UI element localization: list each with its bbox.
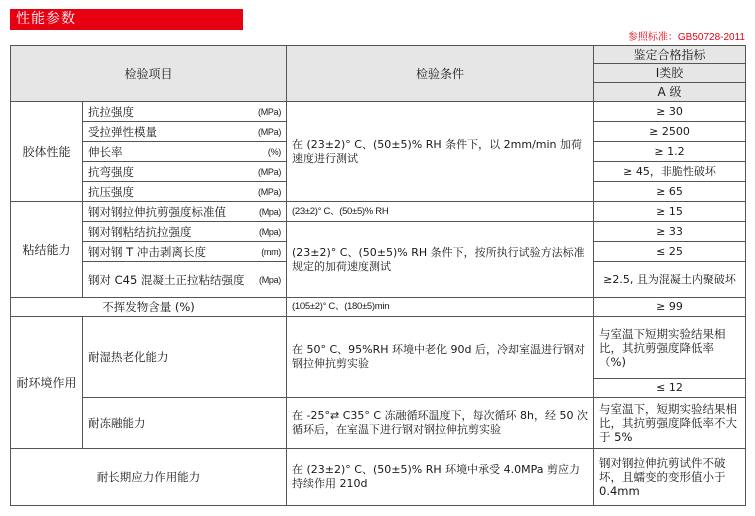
criteria-cell: ≥ 1.2: [594, 142, 746, 162]
unit: (Mpa): [259, 206, 282, 217]
item-cell: [83, 162, 287, 182]
criteria-desc-cell: 与室温下短期实验结果相比，其抗剪强度降低率（%): [594, 317, 746, 379]
item-cell: [83, 182, 287, 202]
table-row: [11, 202, 746, 222]
header-condition: 检验条件: [287, 46, 594, 102]
item-cell: [83, 142, 287, 162]
item-label: 钢对钢 T 冲击剥离长度: [88, 244, 206, 259]
criteria-cell: ≥ 2500: [594, 122, 746, 142]
item-label: 钢对钢拉伸抗剪强度标准值: [88, 204, 226, 219]
header-criteria-class: Ⅰ类胶: [594, 64, 746, 83]
item-label: 抗弯强度: [88, 164, 134, 179]
unit: (Mpa): [259, 274, 282, 285]
item-label: 钢对 C45 混凝土正拉粘结强度: [88, 272, 245, 287]
table-row: [11, 298, 746, 317]
table-row: [11, 102, 746, 122]
performance-table: [10, 45, 746, 506]
condition-cell: 在 (23±2)° C、(50±5)% RH 条件下，以 2mm/min 加荷速度进行测试: [287, 102, 594, 202]
condition-cell: 在 -25°⇄ C35° C 冻融循环温度下，每次循环 8h，经 50 次循环后，在室温下进行钢对钢拉伸抗剪实验: [287, 398, 594, 449]
criteria-cell: ≥ 65: [594, 182, 746, 202]
criteria-cell: 与室温下，短期实验结果相比，其抗剪强度降低率不大于 5%: [594, 398, 746, 449]
unit: (MPa): [258, 126, 282, 137]
item-cell: [83, 222, 287, 242]
condition-cell: (23±2)° C、(50±5)% RH 条件下，按所执行试验方法标准规定的加荷速度测试: [287, 222, 594, 298]
unit: (Mpa): [259, 226, 282, 237]
table-row: [11, 449, 746, 506]
unit: (mm): [261, 246, 282, 257]
item-label: 抗拉强度: [88, 104, 134, 119]
condition-cell: 在 50° C、95%RH 环境中老化 90d 后，冷却室温进行钢对钢拉伸抗剪实验: [287, 317, 594, 398]
item-cell: [83, 202, 287, 222]
category-cell: 粘结能力: [11, 202, 83, 298]
item-label: 伸长率: [88, 144, 123, 159]
item-cell: 耐冻融能力: [83, 398, 287, 449]
unit: (MPa): [258, 166, 282, 177]
criteria-cell: ≥ 45，非脆性破坏: [594, 162, 746, 182]
table-row: [11, 398, 746, 449]
condition-cell: 在 (23±2)° C、(50±5)% RH 环境中承受 4.0MPa 剪应力持续作用 210d: [287, 449, 594, 506]
item-cell: [83, 122, 287, 142]
item-label: 受拉弹性模量: [88, 124, 157, 139]
criteria-cell: 钢对钢拉伸抗剪试件不破坏，且蠕变的变形值小于 0.4mm: [594, 449, 746, 506]
table-row: [11, 222, 746, 242]
item-cell: [83, 102, 287, 122]
criteria-cell: ≥ 33: [594, 222, 746, 242]
header-criteria-title: 鉴定合格指标: [594, 46, 746, 64]
item-label: 钢对钢粘结抗拉强度: [88, 224, 192, 239]
item-cell: 耐湿热老化能力: [83, 317, 287, 398]
criteria-cell: ≥ 30: [594, 102, 746, 122]
criteria-cell: ≤ 12: [594, 379, 746, 398]
item-cell: 耐长期应力作用能力: [11, 449, 287, 506]
section-title: 性能参数: [10, 9, 243, 30]
category-cell: 耐环境作用: [11, 317, 83, 449]
criteria-cell: ≥ 15: [594, 202, 746, 222]
header-criteria-grade: A 级: [594, 83, 746, 102]
category-cell: 胶体性能: [11, 102, 83, 202]
item-cell: [83, 242, 287, 262]
unit: (MPa): [258, 106, 282, 117]
criteria-cell: ≥2.5, 且为混凝土内聚破坏: [594, 262, 746, 298]
unit: (%): [267, 146, 282, 157]
unit: (MPa): [258, 186, 282, 197]
item-cell: 不挥发物含量 (%): [11, 298, 287, 317]
header-item: 检验项目: [11, 46, 287, 102]
criteria-cell: ≥ 99: [594, 298, 746, 317]
item-label: 抗压强度: [88, 184, 134, 199]
condition-cell: (105±2)° C、(180±5)min: [287, 298, 594, 317]
table-row: [11, 317, 746, 379]
criteria-cell: ≤ 25: [594, 242, 746, 262]
condition-cell: (23±2)° C、(50±5)% RH: [287, 202, 594, 222]
reference-standard: 参照标准：GB50728-2011: [627, 32, 745, 43]
item-cell: [83, 262, 287, 298]
